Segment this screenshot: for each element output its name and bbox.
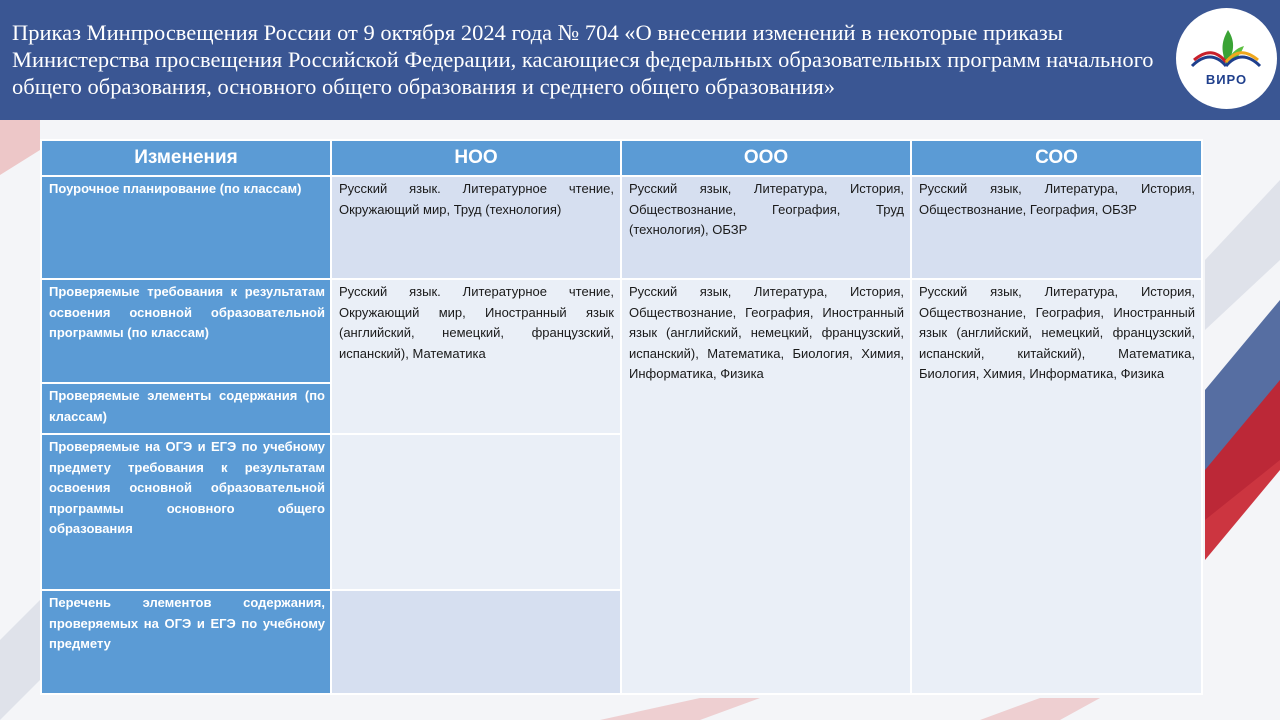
column-header-soo: СОО: [911, 140, 1202, 176]
cell-oge-ege-requirements-noo: [331, 434, 621, 590]
cell-planning-ooo: Русский язык, Литература, История, Обществознание, География, Труд (технология), ОБЗР: [621, 176, 911, 279]
changes-table: [40, 139, 1203, 695]
cell-oge-ege-elements-noo: [331, 590, 621, 694]
logo-text: ВИРО: [1205, 72, 1248, 87]
row-label-content-elements: Проверяемые элементы содержания (по классам): [41, 383, 331, 434]
row-label-planning: Поурочное планирование (по классам): [41, 176, 331, 279]
viro-logo: [1176, 8, 1277, 109]
cell-requirements-ooo: Русский язык, Литература, История, Обществознание, География, Иностранный язык (английский, немецкий, французский, испанский), Математика, Биология, Химия, Информатика, Физика: [621, 279, 911, 694]
row-label-oge-ege-requirements: Проверяемые на ОГЭ и ЕГЭ по учебному предмету требования к результатам освоения основной образовательной программы основного общего образования: [41, 434, 331, 590]
column-header-noo: НОО: [331, 140, 621, 176]
table-row: [41, 279, 1202, 383]
table-header-row: [41, 140, 1202, 176]
row-label-oge-ege-elements: Перечень элементов содержания, проверяемых на ОГЭ и ЕГЭ по учебному предмету: [41, 590, 331, 694]
page-title: Приказ Минпросвещения России от 9 октября 2024 года № 704 «О внесении изменений в некоторые приказы Министерства просвещения Российской Федерации, касающиеся федеральных образовательных программ начального общего образования, основного общего образования и среднего общего образования»: [12, 20, 1154, 99]
cell-requirements-soo: Русский язык, Литература, История, Обществознание, География, Иностранный язык (английский, немецкий, французский, испанский, китайский), Математика, Биология, Химия, Информатика, Физика: [911, 279, 1202, 694]
column-header-changes: Изменения: [41, 140, 331, 176]
table-row: [41, 176, 1202, 279]
header-bar: [0, 0, 1280, 120]
column-header-ooo: ООО: [621, 140, 911, 176]
cell-planning-soo: Русский язык, Литература, История, Обществознание, География, ОБЗР: [911, 176, 1202, 279]
cell-planning-noo: Русский язык. Литературное чтение, Окружающий мир, Труд (технология): [331, 176, 621, 279]
cell-requirements-noo: Русский язык. Литературное чтение, Окружающий мир, Иностранный язык (английский, немецкий, французский, испанский), Математика: [331, 279, 621, 434]
book-leaf-icon: [1176, 8, 1277, 109]
row-label-requirements: Проверяемые требования к результатам освоения основной образовательной программы (по классам): [41, 279, 331, 383]
